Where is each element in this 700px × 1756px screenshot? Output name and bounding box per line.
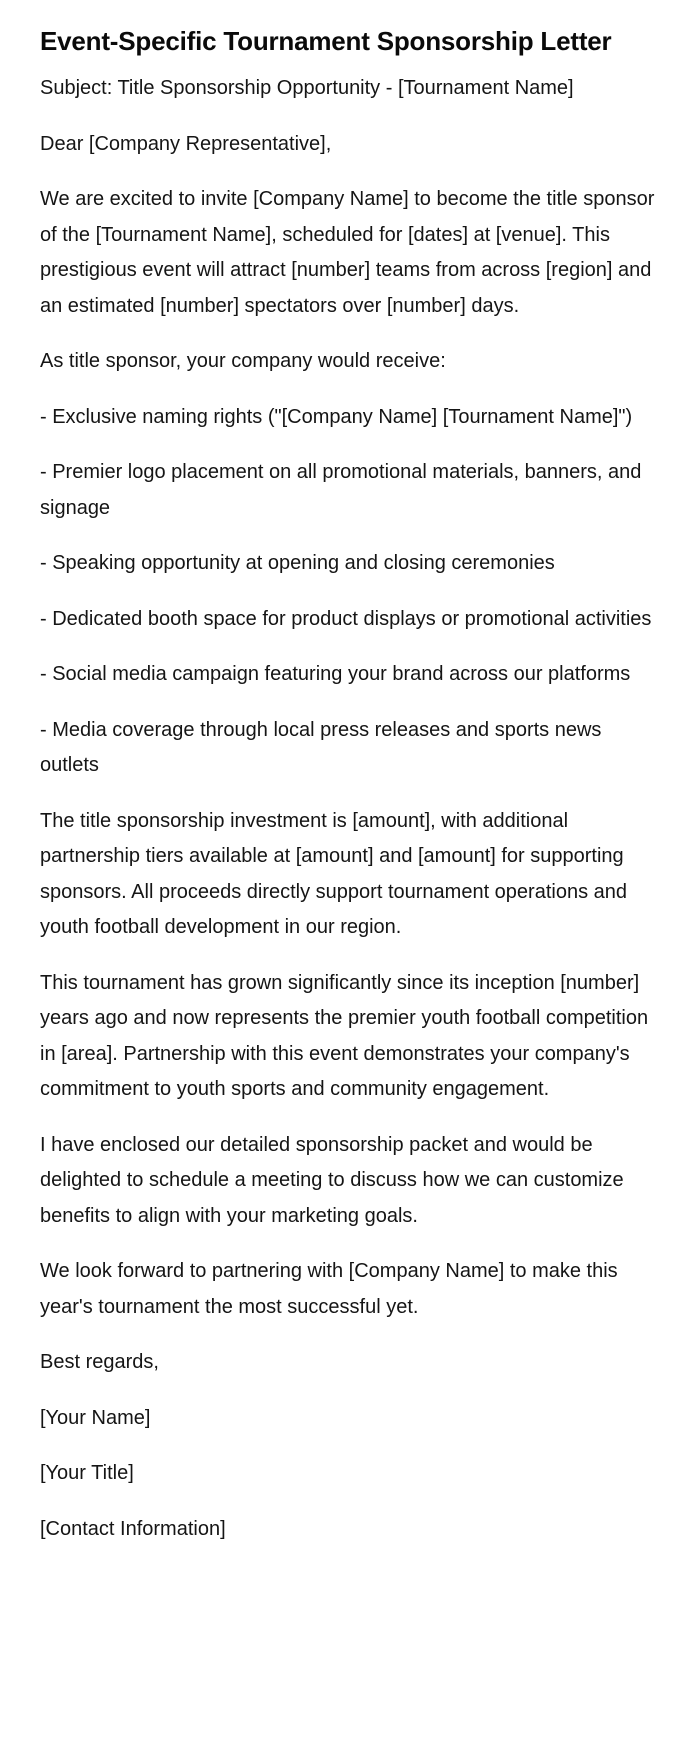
- benefit-item-social-media: - Social media campaign featuring your brand across our platforms: [40, 663, 631, 685]
- signature-name: [Your Name]: [40, 1406, 151, 1429]
- benefit-item-logo-placement: - Premier logo placement on all promotional materials, banners, and signage: [40, 461, 642, 519]
- benefits-intro: As title sponsor, your company would receive:: [40, 350, 446, 372]
- investment-paragraph: The title sponsorship investment is [amount], with additional partnership tiers available at [amount] and [amount] for supporting sponsors. All proceeds directly support tournament operations and youth football development in our region.: [40, 809, 628, 938]
- intro-paragraph: We are excited to invite [Company Name] to become the title sponsor of the [Tournament Name], scheduled for [dates] at [venue]. This prestigious event will attract [number] teams from across [region] and an estimated [number] spectators over [number] days.: [40, 188, 655, 317]
- subject-line: Subject: Title Sponsorship Opportunity - [Tournament Name]: [40, 77, 574, 99]
- benefit-item-booth: - Dedicated booth space for product displays or promotional activities: [40, 607, 652, 630]
- benefit-item-media-coverage: - Media coverage through local press releases and sports news outlets: [40, 718, 602, 776]
- closing-paragraph: We look forward to partnering with [Company Name] to make this year's tournament the most successful yet.: [40, 1260, 618, 1318]
- sign-off: Best regards,: [40, 1351, 159, 1373]
- signature-contact: [Contact Information]: [40, 1517, 226, 1540]
- history-paragraph: This tournament has grown significantly since its inception [number] years ago and now represents the premier youth football competition in [area]. Partnership with this event demonstrates your company's commitment to youth sports and community engagement.: [40, 971, 649, 1100]
- document-title: Event-Specific Tournament Sponsorship Letter: [40, 26, 612, 56]
- benefit-item-speaking: - Speaking opportunity at opening and closing ceremonies: [40, 552, 555, 574]
- enclosure-paragraph: I have enclosed our detailed sponsorship packet and would be delighted to schedule a meeting to discuss how we can customize benefits to align with your marketing goals.: [40, 1133, 624, 1227]
- signature-title: [Your Title]: [40, 1462, 134, 1484]
- salutation: Dear [Company Representative],: [40, 132, 332, 155]
- benefit-item-naming-rights: - Exclusive naming rights ("[Company Name] [Tournament Name]"): [40, 405, 633, 428]
